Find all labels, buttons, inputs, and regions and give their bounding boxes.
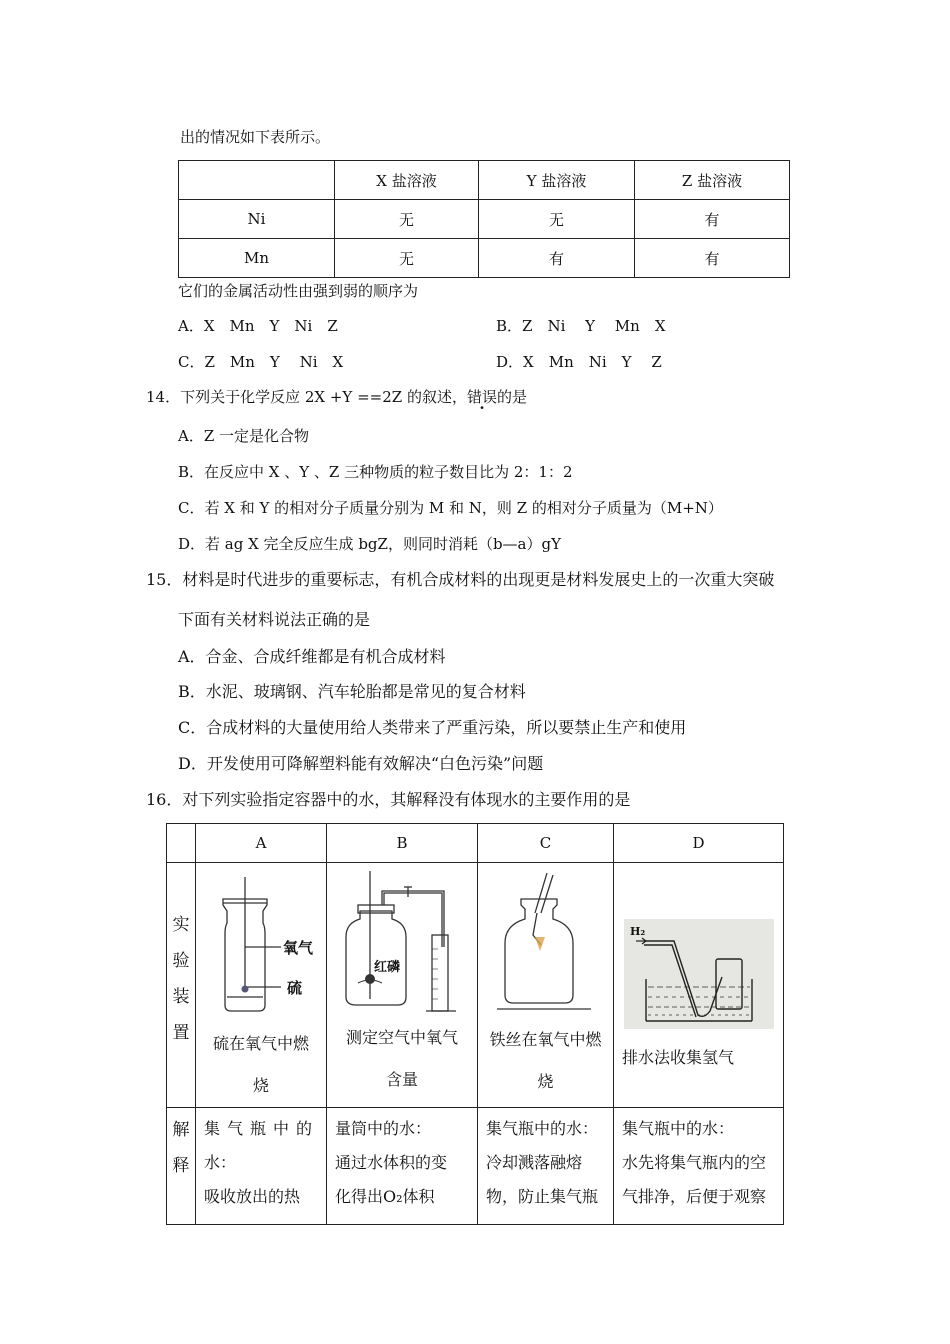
explanation-c: 集气瓶中的水： 冷却溅落融熔 物，防止集气瓶 bbox=[486, 1119, 599, 1206]
table-row bbox=[179, 200, 790, 239]
q13-option-b: B．Z Ni Y Mn X bbox=[496, 317, 666, 335]
q15-stem-1: 15．材料是时代进步的重要标志，有机合成材料的出现更是材料发展史上的一次重大突破 bbox=[146, 570, 775, 589]
explanation-a: 集气瓶中的 水： 吸收放出的热 bbox=[204, 1119, 320, 1206]
q14-option-c: C．若 X 和 Y 的相对分子质量分别为 M 和 N，则 Z 的相对分子质量为（M+N） bbox=[178, 499, 723, 517]
q15-option-b: B．水泥、玻璃钢、汽车轮胎都是常见的复合材料 bbox=[178, 682, 526, 701]
table-cell bbox=[196, 1108, 327, 1225]
q14-option-a: A．Z 一定是化合物 bbox=[178, 427, 310, 445]
row-label-apparatus: 实 验 装 置 bbox=[172, 915, 190, 1043]
caption-c: 铁丝在氧气中燃 烧 bbox=[489, 1030, 602, 1091]
table-cell bbox=[167, 863, 196, 1108]
table-header-row bbox=[179, 161, 790, 200]
apparatus-a-figure bbox=[201, 873, 321, 1023]
explanation-d: 集气瓶中的水： 水先将集气瓶内的空 气排净，后便于观察 bbox=[622, 1119, 767, 1206]
intro-text: 出的情况如下表所示。 bbox=[180, 128, 331, 146]
label-oxygen: 氧气 bbox=[283, 939, 314, 957]
q15-option-d: D．开发使用可降解塑料能有效解决“白色污染”问题 bbox=[178, 754, 544, 773]
q14-stem-pre: 14．下列关于化学反应 2X +Y ==2Z 的叙述， bbox=[146, 388, 467, 406]
table-cell bbox=[478, 1108, 614, 1225]
q15-stem-2: 下面有关材料说法正确的是 bbox=[178, 610, 371, 629]
table-cell: B bbox=[327, 824, 478, 863]
caption-b: 测定空气中氧气 含量 bbox=[345, 1028, 458, 1089]
q16-explanation-row bbox=[167, 1108, 784, 1225]
q16-stem: 16．对下列实验指定容器中的水，其解释没有体现水的主要作用的是 bbox=[146, 790, 631, 809]
label-sulfur: 硫 bbox=[287, 979, 303, 997]
table-cell bbox=[614, 1108, 784, 1225]
table-cell: 有 bbox=[635, 200, 790, 239]
explanation-b: 量筒中的水： 通过水体积的变 化得出O₂体积 bbox=[335, 1119, 448, 1206]
table-cell bbox=[327, 1108, 478, 1225]
table-cell bbox=[196, 863, 327, 1108]
apparatus-c-figure bbox=[491, 869, 601, 1019]
table-cell: Z 盐溶液 bbox=[635, 161, 790, 200]
q14-emphasis: 错误 bbox=[466, 388, 497, 406]
table-cell: 有 bbox=[479, 239, 635, 278]
table-cell: D bbox=[614, 824, 784, 863]
q14-stem-post: 的是 bbox=[496, 388, 527, 406]
table-cell: 无 bbox=[335, 200, 479, 239]
caption-d: 排水法收集氢气 bbox=[622, 1048, 735, 1067]
label-h2: H₂ bbox=[629, 925, 645, 938]
table-row bbox=[179, 239, 790, 278]
table-cell: A bbox=[196, 824, 327, 863]
table-cell bbox=[179, 161, 335, 200]
row-label-explanation: 解 释 bbox=[172, 1120, 190, 1176]
apparatus-d-figure bbox=[624, 919, 774, 1029]
table-cell: Ni bbox=[179, 200, 335, 239]
table-cell bbox=[614, 863, 784, 1108]
table-cell bbox=[327, 863, 478, 1108]
q15-option-c: C．合成材料的大量使用给人类带来了严重污染，所以要禁止生产和使用 bbox=[178, 718, 687, 737]
q13-option-a: A．X Mn Y Ni Z bbox=[178, 317, 338, 335]
table-cell bbox=[167, 824, 196, 863]
table-cell: X 盐溶液 bbox=[335, 161, 479, 200]
caption-a: 硫在氧气中燃 烧 bbox=[212, 1034, 309, 1095]
table-cell: 无 bbox=[335, 239, 479, 278]
q14-option-d: D．若 ag X 完全反应生成 bgZ，则同时消耗（b—a）gY bbox=[178, 535, 561, 553]
q13-option-c: C．Z Mn Y Ni X bbox=[178, 353, 344, 371]
table-cell: Mn bbox=[179, 239, 335, 278]
metal-reaction-table bbox=[178, 160, 790, 278]
table-cell bbox=[478, 863, 614, 1108]
table-cell: 有 bbox=[635, 239, 790, 278]
q16-header-row bbox=[167, 824, 784, 863]
q13-option-d: D．X Mn Ni Y Z bbox=[496, 353, 662, 371]
q13-stem: 它们的金属活动性由强到弱的顺序为 bbox=[178, 282, 419, 300]
apparatus-b-figure bbox=[332, 867, 472, 1017]
q15-option-a: A．合金、合成纤维都是有机合成材料 bbox=[178, 647, 446, 666]
table-cell: 无 bbox=[479, 200, 635, 239]
table-cell: Y 盐溶液 bbox=[479, 161, 635, 200]
table-cell: C bbox=[478, 824, 614, 863]
q16-apparatus-row bbox=[167, 863, 784, 1108]
q16-table bbox=[166, 823, 784, 1225]
label-red-phosphorus: 红磷 bbox=[374, 960, 401, 975]
table-cell bbox=[167, 1108, 196, 1225]
q14-option-b: B．在反应中 X 、Y 、Z 三种物质的粒子数目比为 2：1：2 bbox=[178, 463, 573, 481]
q14-stem bbox=[146, 387, 527, 407]
